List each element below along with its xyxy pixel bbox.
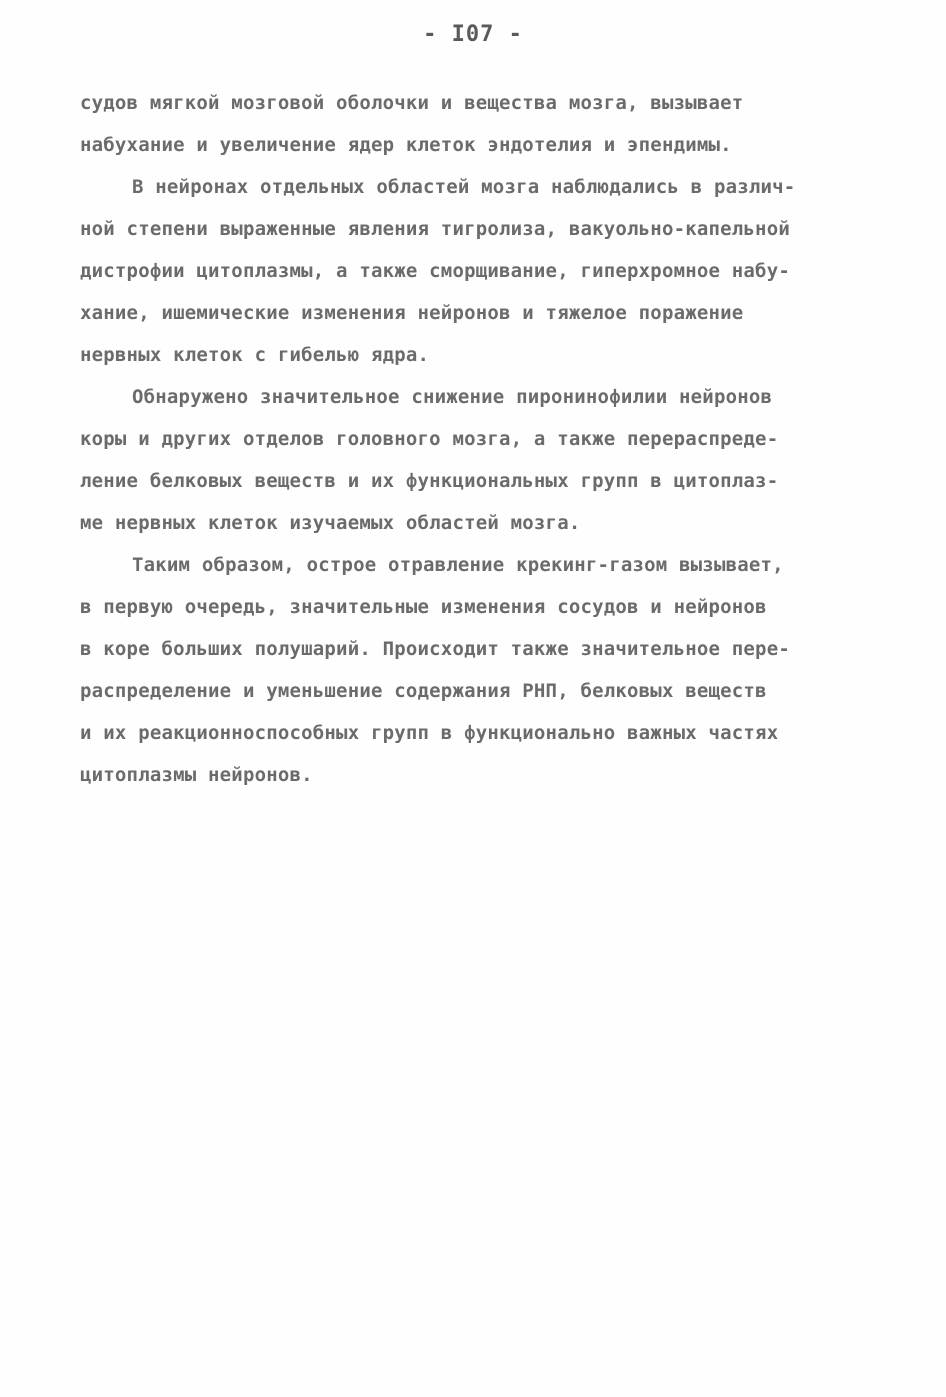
body-text xyxy=(80,82,870,796)
text-line: набухание и увеличение ядер клеток эндотелия и эпендимы. xyxy=(80,134,732,156)
text-line: Таким образом, острое отравление крекинг-газом вызывает, xyxy=(132,554,784,576)
paragraph-3 xyxy=(80,376,870,544)
text-line: хание, ишемические изменения нейронов и тяжелое поражение xyxy=(80,302,744,324)
text-line: в первую очередь, значительные изменения сосудов и нейронов xyxy=(80,596,767,618)
text-line: ление белковых веществ и их функциональных групп в цитоплаз- xyxy=(80,470,779,492)
page-number: - I07 - xyxy=(423,22,523,47)
text-line: распределение и уменьшение содержания РНП, белковых веществ xyxy=(80,680,767,702)
text-line: в коре больших полушарий. Происходит также значительное пере- xyxy=(80,638,790,660)
paragraph-4 xyxy=(80,544,870,796)
text-line: судов мягкой мозговой оболочки и вещества мозга, вызывает xyxy=(80,92,744,114)
text-line: нервных клеток с гибелью ядра. xyxy=(80,344,430,366)
text-line: цитоплазмы нейронов. xyxy=(80,764,313,786)
paragraph-1 xyxy=(80,82,870,166)
text-line: В нейронах отдельных областей мозга наблюдались в различ- xyxy=(132,176,796,198)
text-line: ме нервных клеток изучаемых областей мозга. xyxy=(80,512,581,534)
text-line: дистрофии цитоплазмы, а также сморщивание, гиперхромное набу- xyxy=(80,260,790,282)
text-line: Обнаружено значительное снижение пиронинофилии нейронов xyxy=(132,386,773,408)
text-line: ной степени выраженные явления тигролиза, вакуольно-капельной xyxy=(80,218,790,240)
text-line: коры и других отделов головного мозга, а также перераспреде- xyxy=(80,428,779,450)
text-line: и их реакционноспособных групп в функционально важных частях xyxy=(80,722,779,744)
paragraph-2 xyxy=(80,166,870,376)
